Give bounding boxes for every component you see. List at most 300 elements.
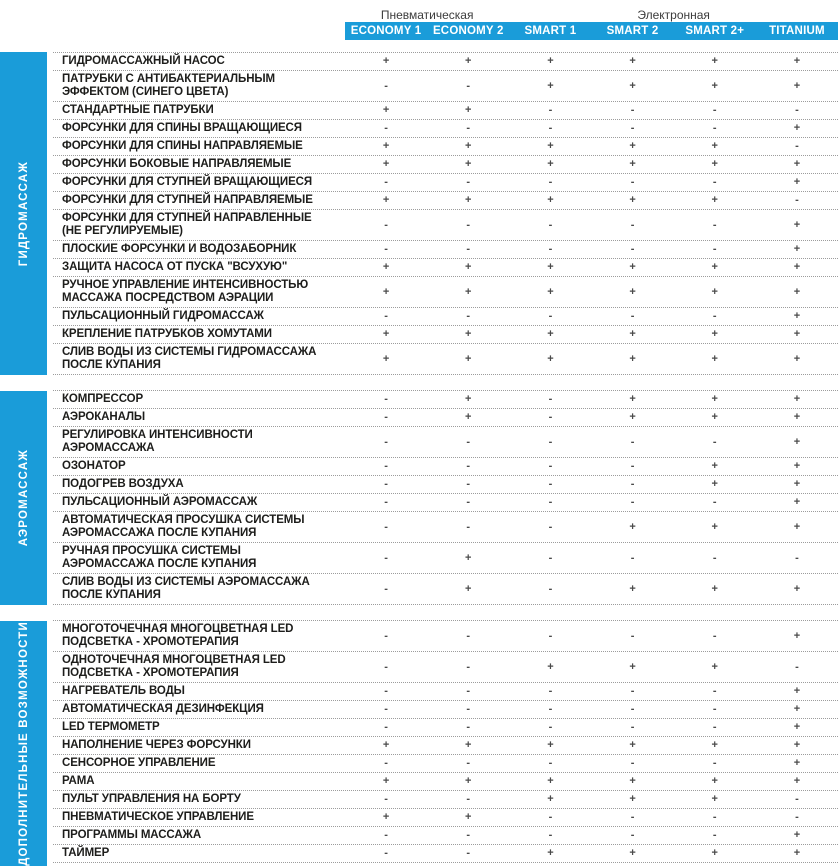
column-header: SMART 2+ (674, 22, 756, 40)
feature-value-cell: - (712, 703, 717, 715)
feature-value-cell: - (712, 310, 717, 322)
feature-label: РАМА (62, 775, 95, 787)
feature-value-cell: - (466, 721, 471, 733)
feature-value-cell: - (466, 685, 471, 697)
feature-value-cell: - (630, 496, 635, 508)
feature-value-cell: + (793, 176, 801, 188)
feature-value-cell: - (795, 793, 799, 805)
section-rows (53, 621, 838, 866)
feature-label: СТАНДАРТНЫЕ ПАТРУБКИ (62, 104, 214, 116)
feature-value-cell: + (711, 194, 718, 206)
feature-value-cell: + (629, 140, 636, 152)
section-title: ГИДРОМАССАЖ (17, 160, 30, 267)
feature-value-cell: - (630, 721, 635, 733)
sections-root (0, 52, 838, 866)
feature-value-cell: - (712, 104, 717, 116)
feature-value-cell: - (384, 460, 388, 472)
feature-value-cell: + (793, 582, 801, 595)
feature-value-cell: - (548, 478, 553, 490)
feature-value-cell: + (793, 629, 801, 642)
feature-value-cell: - (630, 122, 635, 134)
feature-value-cell: + (465, 393, 472, 405)
feature-value-cell: - (384, 829, 388, 841)
feature-label: НАГРЕВАТЕЛЬ ВОДЫ (62, 685, 185, 697)
feature-value-cell: - (384, 411, 388, 423)
feature-value-cell: + (465, 811, 472, 823)
feature-row (53, 259, 838, 277)
feature-value-cell: - (712, 176, 717, 188)
feature-value-cell: - (630, 460, 635, 472)
feature-value-cell: + (382, 194, 390, 206)
feature-row (53, 344, 838, 375)
feature-value-cell: + (793, 703, 801, 715)
feature-value-cell: - (630, 435, 635, 448)
feature-row (53, 683, 838, 701)
section-rows (53, 391, 838, 605)
feature-row (53, 409, 838, 427)
feature-value-cell: - (466, 847, 471, 859)
feature-value-cell: - (712, 218, 717, 231)
feature-value-cell: - (466, 460, 471, 472)
feature-value-cell: + (465, 411, 472, 423)
feature-label: АВТОМАТИЧЕСКАЯ ДЕЗИНФЕКЦИЯ (62, 703, 264, 715)
feature-value-cell: + (629, 582, 636, 595)
feature-value-cell: + (793, 435, 801, 448)
column-header: ECONOMY 2 (427, 22, 509, 40)
feature-value-cell: - (795, 140, 799, 152)
feature-value-cell: - (466, 176, 471, 188)
feature-value-cell: + (711, 520, 718, 533)
feature-row (53, 543, 838, 574)
feature-value-cell: + (793, 79, 801, 92)
feature-value-cell: + (382, 811, 390, 823)
feature-value-cell: - (630, 176, 635, 188)
feature-value-cell: + (547, 194, 554, 206)
feature-value-cell: + (711, 478, 718, 490)
feature-value-cell: + (711, 660, 718, 673)
feature-value-cell: + (629, 660, 636, 673)
feature-value-cell: - (548, 629, 553, 642)
feature-value-cell: + (629, 847, 636, 859)
feature-value-cell: - (466, 757, 471, 769)
feature-label: ГИДРОМАССАЖНЫЙ НАСОС (62, 55, 225, 67)
feature-value-cell: - (548, 685, 553, 697)
table-header (0, 0, 838, 40)
feature-value-cell: - (630, 478, 635, 490)
feature-label: ТАЙМЕР (62, 847, 110, 859)
feature-label: РЕГУЛИРОВКА ИНТЕНСИВНОСТИ АЭРОМАССАЖА (62, 429, 253, 454)
feature-value-cell: - (548, 411, 553, 423)
feature-value-cell: + (793, 310, 801, 322)
feature-label: АВТОМАТИЧЕСКАЯ ПРОСУШКА СИСТЕМЫ АЭРОМАССАЖА ПОСЛЕ КУПАНИЯ (62, 514, 305, 539)
feature-row (53, 737, 838, 755)
feature-value-cell: - (384, 496, 388, 508)
feature-value-cell: - (466, 660, 471, 673)
feature-value-cell: + (382, 775, 390, 787)
feature-value-cell: - (795, 551, 799, 564)
feature-value-cell: + (465, 775, 472, 787)
feature-value-cell: - (630, 685, 635, 697)
feature-row (53, 427, 838, 458)
feature-row (53, 138, 838, 156)
feature-label: ОЗОНАТОР (62, 460, 126, 472)
feature-row (53, 476, 838, 494)
column-header: TITANIUM (756, 22, 838, 40)
column-header-spacer (0, 22, 345, 40)
feature-value-cell: - (630, 104, 635, 116)
feature-value-cell: - (466, 703, 471, 715)
feature-value-cell: - (466, 218, 471, 231)
feature-value-cell: - (630, 629, 635, 642)
feature-row (53, 210, 838, 241)
feature-label: РУЧНОЕ УПРАВЛЕНИЕ ИНТЕНСИВНОСТЬЮ МАССАЖА ПОСРЕДСТВОМ АЭРАЦИИ (62, 279, 309, 304)
feature-value-cell: + (629, 775, 636, 787)
feature-row (53, 277, 838, 308)
feature-value-cell: + (382, 739, 390, 751)
feature-label: РУЧНАЯ ПРОСУШКА СИСТЕМЫ АЭРОМАССАЖА ПОСЛЕ КУПАНИЯ (62, 545, 257, 570)
feature-value-cell: + (547, 140, 554, 152)
feature-value-cell: + (793, 757, 801, 769)
feature-value-cell: + (547, 352, 554, 365)
feature-value-cell: - (384, 520, 388, 533)
feature-value-cell: + (465, 158, 472, 170)
feature-row (53, 773, 838, 791)
feature-value-cell: - (548, 811, 553, 823)
feature-value-cell: + (465, 739, 472, 751)
feature-value-cell: + (629, 739, 636, 751)
feature-value-cell: + (382, 104, 390, 116)
feature-value-cell: + (793, 496, 801, 508)
feature-label: ПНЕВМАТИЧЕСКОЕ УПРАВЛЕНИЕ (62, 811, 254, 823)
feature-value-cell: + (465, 140, 472, 152)
feature-value-cell: - (548, 460, 553, 472)
feature-value-cell: - (384, 582, 388, 595)
feature-value-cell: + (793, 411, 801, 423)
feature-row (53, 308, 838, 326)
feature-value-cell: + (465, 328, 472, 340)
feature-value-cell: - (630, 811, 635, 823)
feature-value-cell: + (629, 158, 636, 170)
feature-value-cell: + (711, 352, 718, 365)
feature-row (53, 458, 838, 476)
feature-row (53, 494, 838, 512)
feature-value-cell: - (712, 629, 717, 642)
feature-value-cell: + (547, 847, 554, 859)
feature-value-cell: + (465, 551, 472, 564)
feature-row (53, 791, 838, 809)
feature-value-cell: - (712, 811, 717, 823)
feature-label: ФОРСУНКИ ДЛЯ СТУПНЕЙ ВРАЩАЮЩИЕСЯ (62, 176, 313, 188)
feature-value-cell: - (548, 582, 553, 595)
feature-value-cell: + (793, 685, 801, 697)
feature-value-cell: + (629, 352, 636, 365)
feature-value-cell: - (548, 218, 553, 231)
feature-row (53, 845, 838, 863)
feature-label: ЗАЩИТА НАСОСА ОТ ПУСКА "ВСУХУЮ" (62, 261, 288, 273)
feature-value-cell: - (384, 847, 388, 859)
feature-value-cell: + (547, 775, 554, 787)
feature-row (53, 827, 838, 845)
feature-value-cell: + (711, 793, 718, 805)
feature-value-cell: - (466, 122, 471, 134)
feature-value-cell: - (630, 703, 635, 715)
feature-value-cell: - (548, 757, 553, 769)
feature-label: LED ТЕРМОМЕТР (62, 721, 160, 733)
feature-value-cell: - (384, 660, 388, 673)
section-spacer (53, 375, 838, 391)
feature-value-cell: - (712, 496, 717, 508)
feature-value-cell: - (712, 757, 717, 769)
feature-value-cell: - (384, 703, 388, 715)
feature-label: ФОРСУНКИ ДЛЯ СПИНЫ ВРАЩАЮЩИЕСЯ (62, 122, 302, 134)
feature-value-cell: + (382, 285, 390, 298)
column-header: ECONOMY 1 (345, 22, 427, 40)
feature-value-cell: + (465, 104, 472, 116)
feature-label: ФОРСУНКИ ДЛЯ СТУПНЕЙ НАПРАВЛЕННЫЕ (НЕ РЕГУЛИРУЕМЫЕ) (62, 212, 312, 237)
feature-value-cell: + (547, 55, 554, 67)
feature-value-cell: + (711, 261, 718, 273)
section-spacer (53, 605, 838, 621)
column-header: SMART 1 (509, 22, 591, 40)
feature-value-cell: + (465, 55, 472, 67)
feature-value-cell: - (712, 829, 717, 841)
feature-row (53, 102, 838, 120)
feature-value-cell: + (711, 140, 718, 152)
feature-value-cell: - (795, 194, 799, 206)
feature-value-cell: + (382, 328, 390, 340)
feature-value-cell: - (548, 496, 553, 508)
feature-value-cell: - (712, 721, 717, 733)
feature-value-cell: - (384, 176, 388, 188)
feature-value-cell: - (548, 176, 553, 188)
feature-value-cell: + (711, 739, 718, 751)
feature-value-cell: - (466, 496, 471, 508)
feature-value-cell: + (711, 582, 718, 595)
feature-value-cell: + (793, 847, 801, 859)
feature-label: СЛИВ ВОДЫ ИЗ СИСТЕМЫ ГИДРОМАССАЖА ПОСЛЕ КУПАНИЯ (62, 346, 317, 371)
feature-value-cell: - (630, 243, 635, 255)
feature-value-cell: + (711, 847, 718, 859)
feature-value-cell: - (548, 122, 553, 134)
feature-value-cell: - (795, 660, 799, 673)
section (0, 621, 838, 866)
feature-value-cell: - (548, 551, 553, 564)
feature-value-cell: + (711, 775, 718, 787)
column-header-row (0, 22, 838, 40)
feature-value-cell: + (547, 739, 554, 751)
feature-value-cell: + (382, 352, 390, 365)
feature-value-cell: + (629, 393, 636, 405)
feature-label: ПАТРУБКИ С АНТИБАКТЕРИАЛЬНЫМ ЭФФЕКТОМ (СИНЕГО ЦВЕТА) (62, 73, 276, 98)
feature-value-cell: - (384, 551, 388, 564)
group-label-pneumatic: Пневматическая (380, 8, 474, 22)
section-title: ДОПОЛНИТЕЛЬНЫЕ ВОЗМОЖНОСТИ (17, 621, 30, 866)
feature-label: НАПОЛНЕНИЕ ЧЕРЕЗ ФОРСУНКИ (62, 739, 251, 751)
feature-value-cell: - (548, 829, 553, 841)
feature-value-cell: + (629, 79, 636, 92)
feature-value-cell: - (630, 310, 635, 322)
feature-value-cell: + (629, 194, 636, 206)
feature-row (53, 53, 838, 71)
feature-value-cell: + (382, 140, 390, 152)
feature-value-cell: - (384, 757, 388, 769)
feature-value-cell: + (711, 328, 718, 340)
feature-value-cell: + (711, 460, 718, 472)
feature-value-cell: + (629, 261, 636, 273)
feature-value-cell: - (384, 122, 388, 134)
feature-label: ФОРСУНКИ ДЛЯ СТУПНЕЙ НАПРАВЛЯЕМЫЕ (62, 194, 313, 206)
feature-row (53, 192, 838, 210)
section-title: АЭРОМАССАЖ (17, 449, 30, 547)
feature-value-cell: + (629, 55, 636, 67)
feature-row (53, 701, 838, 719)
section-sidebar (0, 391, 47, 605)
feature-value-cell: + (793, 775, 801, 787)
feature-value-cell: + (382, 261, 390, 273)
feature-value-cell: + (465, 352, 472, 365)
feature-label: АЭРОКАНАЛЫ (62, 411, 146, 423)
column-header: SMART 2 (591, 22, 673, 40)
feature-row (53, 719, 838, 737)
feature-value-cell: - (466, 829, 471, 841)
feature-value-cell: + (629, 328, 636, 340)
feature-row (53, 326, 838, 344)
feature-value-cell: - (548, 393, 553, 405)
feature-label: ПОДОГРЕВ ВОЗДУХА (62, 478, 184, 490)
feature-value-cell: - (548, 243, 553, 255)
feature-value-cell: + (547, 158, 554, 170)
feature-row (53, 156, 838, 174)
feature-value-cell: - (384, 721, 388, 733)
feature-value-cell: - (466, 629, 471, 642)
feature-row (53, 120, 838, 138)
section-sidebar (0, 621, 47, 866)
feature-value-cell: - (384, 243, 388, 255)
feature-label: ПУЛЬСАЦИОННЫЙ АЭРОМАССАЖ (62, 496, 258, 508)
section (0, 52, 838, 375)
feature-value-cell: - (548, 520, 553, 533)
feature-value-cell: - (795, 811, 799, 823)
feature-row (53, 71, 838, 102)
feature-value-cell: + (629, 793, 636, 805)
group-label-electronic: Электронная (637, 8, 710, 22)
feature-label: ПРОГРАММЫ МАССАЖА (62, 829, 202, 841)
feature-value-cell: - (384, 435, 388, 448)
feature-value-cell: + (465, 194, 472, 206)
feature-value-cell: - (466, 310, 471, 322)
feature-value-cell: + (793, 122, 801, 134)
feature-value-cell: + (629, 285, 636, 298)
feature-row (53, 512, 838, 543)
feature-row (53, 652, 838, 683)
feature-value-cell: - (384, 793, 388, 805)
feature-row (53, 755, 838, 773)
feature-value-cell: + (793, 328, 801, 340)
feature-value-cell: - (712, 685, 717, 697)
feature-value-cell: + (711, 158, 718, 170)
feature-value-cell: + (547, 660, 554, 673)
feature-value-cell: + (711, 79, 718, 92)
feature-value-cell: + (793, 478, 801, 490)
feature-value-cell: + (793, 520, 801, 533)
feature-value-cell: - (384, 478, 388, 490)
feature-value-cell: - (795, 104, 799, 116)
feature-value-cell: + (793, 739, 801, 751)
feature-row (53, 241, 838, 259)
feature-label: ФОРСУНКИ БОКОВЫЕ НАПРАВЛЯЕМЫЕ (62, 158, 292, 170)
feature-row (53, 574, 838, 605)
feature-label: ОДНОТОЧЕЧНАЯ МНОГОЦВЕТНАЯ LED ПОДСВЕТКА - ХРОМОТЕРАПИЯ (62, 654, 286, 679)
feature-value-cell: - (384, 685, 388, 697)
feature-value-cell: + (629, 411, 636, 423)
feature-value-cell: - (548, 721, 553, 733)
system-type-groups (0, 0, 838, 22)
feature-value-cell: - (630, 757, 635, 769)
feature-value-cell: - (712, 435, 717, 448)
feature-value-cell: + (793, 460, 801, 472)
feature-label: ПУЛЬСАЦИОННЫЙ ГИДРОМАССАЖ (62, 310, 264, 322)
feature-label: КОМПРЕССОР (62, 393, 144, 405)
feature-value-cell: + (793, 243, 801, 255)
feature-value-cell: + (465, 582, 472, 595)
feature-row (53, 621, 838, 652)
feature-value-cell: - (384, 310, 388, 322)
feature-value-cell: - (712, 243, 717, 255)
feature-value-cell: - (466, 793, 471, 805)
feature-value-cell: - (384, 393, 388, 405)
feature-value-cell: - (548, 104, 553, 116)
feature-row (53, 809, 838, 827)
feature-value-cell: - (548, 435, 553, 448)
feature-label: МНОГОТОЧЕЧНАЯ МНОГОЦВЕТНАЯ LED ПОДСВЕТКА - ХРОМОТЕРАПИЯ (62, 623, 294, 648)
section (0, 391, 838, 605)
feature-value-cell: + (793, 352, 801, 365)
feature-label: ПУЛЬТ УПРАВЛЕНИЯ НА БОРТУ (62, 793, 241, 805)
feature-value-cell: + (547, 261, 554, 273)
section-sidebar (0, 52, 47, 375)
feature-value-cell: - (466, 478, 471, 490)
feature-value-cell: - (630, 551, 635, 564)
feature-value-cell: + (547, 79, 554, 92)
feature-value-cell: + (711, 411, 718, 423)
feature-value-cell: + (793, 721, 801, 733)
feature-value-cell: - (384, 79, 388, 92)
feature-value-cell: + (382, 55, 390, 67)
feature-value-cell: - (548, 310, 553, 322)
feature-row (53, 391, 838, 409)
feature-value-cell: + (793, 158, 801, 170)
feature-value-cell: - (466, 435, 471, 448)
feature-value-cell: + (793, 829, 801, 841)
feature-value-cell: + (793, 393, 801, 405)
feature-label: КРЕПЛЕНИЕ ПАТРУБКОВ ХОМУТАМИ (62, 328, 272, 340)
feature-value-cell: - (384, 629, 388, 642)
feature-value-cell: + (547, 793, 554, 805)
feature-value-cell: + (793, 261, 801, 273)
feature-value-cell: - (630, 829, 635, 841)
feature-value-cell: + (547, 328, 554, 340)
feature-value-cell: + (547, 285, 554, 298)
feature-value-cell: + (629, 520, 636, 533)
feature-row (53, 174, 838, 192)
feature-label: СЕНСОРНОЕ УПРАВЛЕНИЕ (62, 757, 216, 769)
feature-value-cell: + (711, 55, 718, 67)
feature-value-cell: - (712, 122, 717, 134)
feature-value-cell: + (793, 55, 801, 67)
feature-value-cell: - (466, 243, 471, 255)
feature-value-cell: - (548, 703, 553, 715)
feature-value-cell: - (466, 520, 471, 533)
